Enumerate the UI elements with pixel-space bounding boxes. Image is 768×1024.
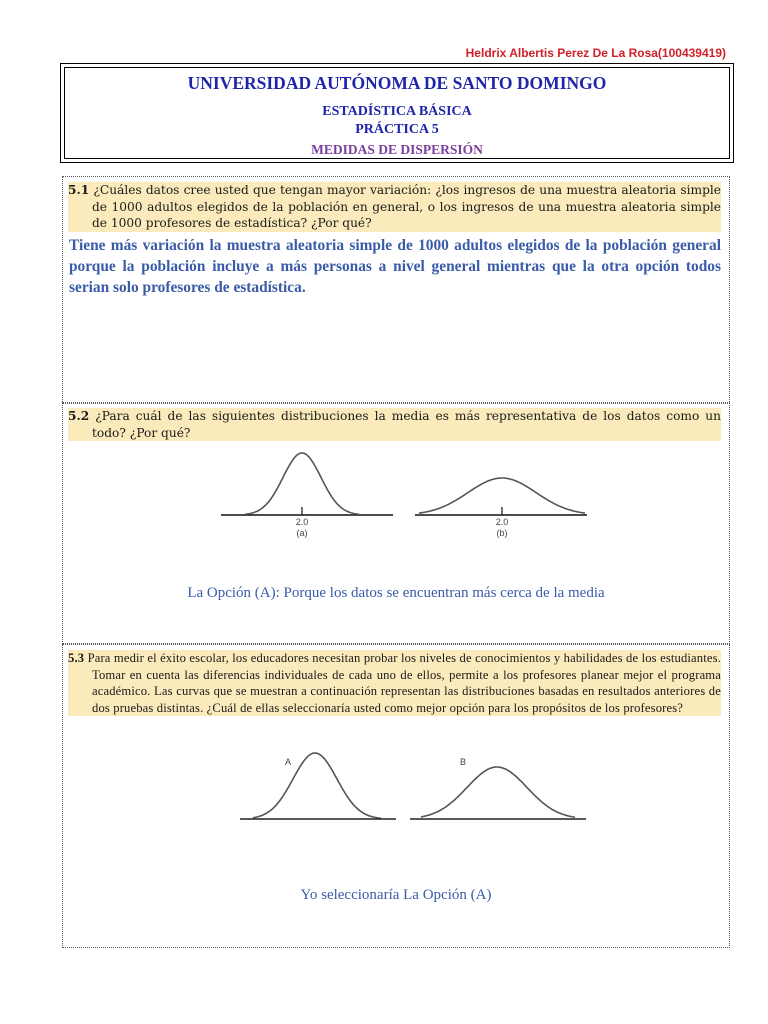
distribution-figure-a-b xyxy=(63,443,731,603)
caption-a: (a) xyxy=(296,528,308,538)
question-body: ¿Para cuál de las siguientes distribuciones la media es más representativa de los datos como un todo? ¿Por qué? xyxy=(92,409,721,440)
title-header xyxy=(60,63,734,163)
university-name: UNIVERSIDAD AUTÓNOMA DE SANTO DOMINGO xyxy=(187,73,607,93)
question-number: 5.2 xyxy=(68,409,90,423)
title-header-inner xyxy=(64,67,730,159)
curve-A xyxy=(253,753,381,818)
answer-5-1: Tiene más variación la muestra aleatoria simple de 1000 adultos elegidos de la población general porque la población incluye a más personas a nivel general mientras que la otra opción todos serian solo profesores de estadística. xyxy=(69,236,721,296)
curve-label-A: A xyxy=(285,757,292,767)
curve-B xyxy=(421,767,575,817)
question-5-3-text xyxy=(68,650,721,716)
curve-label-B: B xyxy=(460,757,467,767)
answer-5-3: Yo seleccionaría La Opción (A) xyxy=(300,887,492,903)
tick-label-b: 2.0 xyxy=(495,517,509,527)
course-name: ESTADÍSTICA BÁSICA xyxy=(322,104,472,119)
question-number: 5.3 xyxy=(68,651,85,665)
answer-5-2: La Opción (A): Porque los datos se encuentran más cerca de la media xyxy=(187,585,605,601)
curve-a xyxy=(245,453,359,514)
question-5-3-box xyxy=(62,644,730,948)
question-5-2-text xyxy=(68,408,721,441)
caption-b: (b) xyxy=(496,528,508,538)
author-name: Heldrix Albertis Perez De La Rosa(100439419) xyxy=(465,46,726,60)
tick-label-a: 2.0 xyxy=(295,517,309,527)
question-5-1-box xyxy=(62,176,730,404)
topic-title: MEDIDAS DE DISPERSIÓN xyxy=(311,142,483,157)
question-body: Para medir el éxito escolar, los educadores necesitan probar los niveles de conocimientos y habilidades de los estudiantes. Tomar en cuenta las diferencias individuales de cada uno de ellos, permite a los profesores planear mejor el programa académico. Las curvas que se muestran a continuación representan las distribuciones basadas en resultados anteriores de dos pruebas distintas. ¿Cuál de ellas seleccionaría usted como mejor opción para los propósitos de los profesores? xyxy=(87,651,721,715)
question-number: 5.1 xyxy=(68,183,90,197)
question-5-2-box xyxy=(62,402,730,644)
practice-title: PRÁCTICA 5 xyxy=(355,122,439,137)
question-5-1-text xyxy=(68,182,721,232)
question-body: ¿Cuáles datos cree usted que tengan mayor variación: ¿los ingresos de una muestra aleatoria simple de 1000 adultos elegidos de la población en general, o los ingresos de una muestra aleatoria simple de 1000 profesores de estadística? ¿Por qué? xyxy=(92,183,721,230)
